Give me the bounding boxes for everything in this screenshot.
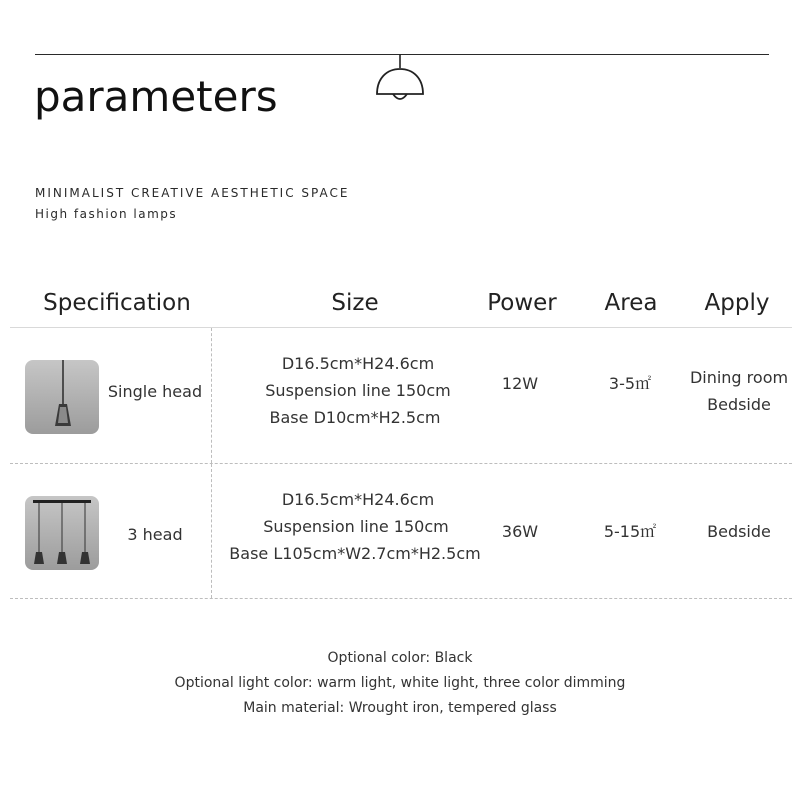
size-line: Base L105cm*W2.7cm*H2.5cm (229, 544, 481, 563)
page-subtitle: MINIMALIST CREATIVE AESTHETIC SPACE (35, 186, 350, 200)
column-header-apply: Apply (704, 290, 770, 316)
spec-name: 3 head (127, 525, 183, 544)
apply-value: Bedside (707, 522, 771, 541)
page-title: parameters (34, 72, 278, 121)
spec-name: Single head (107, 382, 203, 401)
row-divider (10, 463, 792, 464)
three-head-lamp-image (25, 496, 99, 570)
footer-line: Optional color: Black (327, 650, 473, 666)
column-divider (211, 464, 212, 598)
header-divider (10, 327, 792, 328)
size-line: Suspension line 150cm (263, 517, 449, 536)
column-header-size: Size (331, 290, 379, 316)
column-header-specification: Specification (43, 290, 191, 316)
column-divider (211, 328, 212, 463)
area-value: 3-5㎡ (608, 374, 652, 393)
row-divider (10, 598, 792, 599)
size-line: D16.5cm*H24.6cm (281, 490, 435, 509)
column-header-power: Power (487, 290, 557, 316)
column-header-area: Area (604, 290, 658, 316)
product-notes (0, 646, 800, 721)
area-value: 5-15㎡ (603, 522, 657, 541)
apply-value: Dining room (689, 368, 789, 387)
power-value: 12W (501, 374, 539, 393)
apply-value: Bedside (707, 395, 771, 414)
pendant-lamp-icon (374, 54, 426, 106)
size-line: Base D10cm*H2.5cm (269, 408, 441, 427)
footer-line: Main material: Wrought iron, tempered glass (243, 700, 557, 716)
power-value: 36W (501, 522, 539, 541)
page-tagline: High fashion lamps (35, 207, 178, 221)
size-line: Suspension line 150cm (265, 381, 451, 400)
single-head-lamp-image (25, 360, 99, 434)
size-line: D16.5cm*H24.6cm (281, 354, 435, 373)
footer-line: Optional light color: warm light, white light, three color dimming (174, 675, 626, 691)
